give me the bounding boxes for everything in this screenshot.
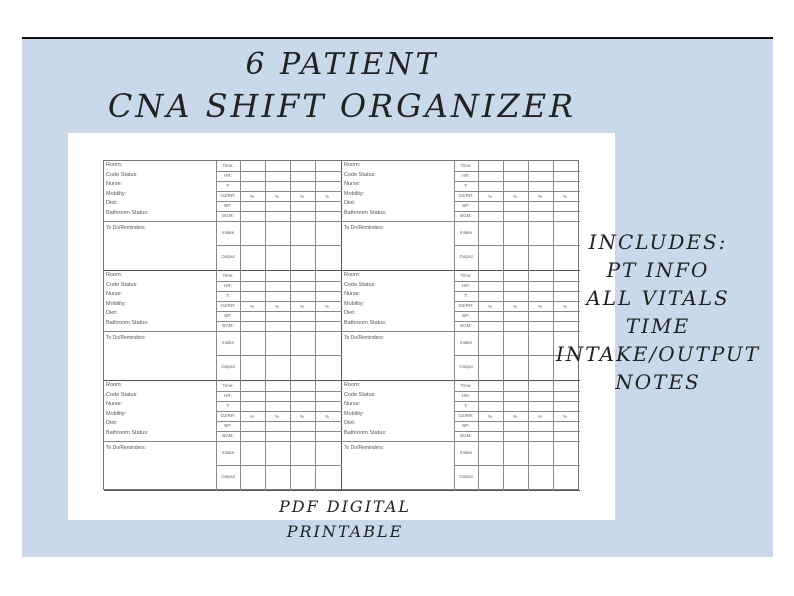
organizer-grid	[103, 160, 579, 490]
table-line	[104, 221, 216, 222]
todo-label: To Do/Reminders:	[344, 335, 385, 341]
todo-label: To Do/Reminders:	[344, 445, 385, 451]
percent-mark: %	[299, 414, 304, 419]
patient-block	[342, 381, 580, 491]
percent-mark: %	[512, 304, 517, 309]
table-line	[454, 191, 580, 192]
title-line-1: 6 PATIENT	[245, 47, 439, 82]
patient-field-label: Code Status:	[344, 391, 376, 398]
table-line	[216, 281, 342, 282]
todo-label: To Do/Reminders:	[106, 335, 147, 341]
vital-label: Time:	[460, 273, 472, 278]
vital-label: HR:	[224, 393, 232, 398]
vital-label: HR:	[462, 393, 470, 398]
patient-field-label: Code Status:	[344, 281, 376, 288]
patient-block	[342, 271, 580, 381]
block-divider	[342, 490, 580, 491]
table-line	[216, 171, 342, 172]
vital-label: T:	[464, 183, 468, 188]
table-line	[104, 441, 216, 442]
table-line	[216, 191, 342, 192]
table-line	[104, 331, 216, 332]
vital-label: Time:	[460, 163, 472, 168]
vital-label: BGM:	[222, 213, 234, 218]
table-line	[216, 421, 342, 422]
intake-label: Intake	[221, 230, 235, 235]
patient-field-label: Room:	[344, 382, 361, 388]
percent-mark: %	[249, 414, 254, 419]
table-line	[290, 381, 291, 491]
vital-label: BP:	[462, 203, 470, 208]
table-line	[216, 181, 342, 182]
vital-label: HR:	[224, 283, 232, 288]
patient-field-label: Nurse:	[344, 401, 361, 407]
patient-field-label: Code Status:	[106, 171, 138, 178]
vital-label: T:	[226, 293, 230, 298]
vital-label: Time:	[222, 163, 234, 168]
table-line	[315, 161, 316, 271]
table-line	[478, 161, 479, 271]
patient-field-label: Diet:	[106, 420, 118, 426]
table-line	[454, 441, 580, 442]
table-line	[216, 355, 342, 356]
table-line	[265, 271, 266, 381]
table-line	[454, 431, 580, 432]
patient-field-label: Nurse:	[106, 181, 123, 187]
percent-mark: %	[487, 414, 492, 419]
output-label: Output	[459, 364, 473, 369]
vital-label: BP:	[224, 203, 232, 208]
vital-label: Time:	[222, 273, 234, 278]
patient-field-label: Nurse:	[106, 291, 123, 297]
vital-label: HR:	[462, 283, 470, 288]
vital-label: BGM:	[222, 323, 234, 328]
percent-mark: %	[537, 414, 542, 419]
percent-mark: %	[299, 304, 304, 309]
patient-field-label: Bathroom Status:	[344, 429, 387, 436]
patient-field-label: Mobility:	[106, 300, 127, 307]
patient-field-label: Diet:	[106, 310, 118, 316]
percent-mark: %	[562, 194, 567, 199]
intake-label: Intake	[221, 340, 235, 345]
table-line	[342, 441, 454, 442]
vital-label: BGM:	[460, 323, 472, 328]
vital-label: HR:	[462, 173, 470, 178]
table-line	[454, 465, 580, 466]
patient-field-label: Bathroom Status:	[106, 209, 149, 216]
table-line	[216, 331, 342, 332]
table-line	[553, 381, 554, 491]
percent-mark: %	[324, 414, 329, 419]
patient-field-label: Mobility:	[344, 410, 365, 417]
vital-label: O2/RR:	[220, 303, 236, 308]
percent-mark: %	[487, 194, 492, 199]
table-line	[265, 161, 266, 271]
vital-label: BGM:	[460, 213, 472, 218]
vital-label: O2/RR:	[458, 303, 474, 308]
patient-field-label: Diet:	[344, 310, 356, 316]
output-label: Output	[459, 474, 473, 479]
vital-label: T:	[464, 293, 468, 298]
todo-label: To Do/Reminders:	[106, 445, 147, 451]
percent-mark: %	[537, 194, 542, 199]
includes-item-notes: NOTES	[615, 370, 701, 394]
table-line	[216, 221, 342, 222]
table-line	[454, 181, 580, 182]
table-line	[216, 201, 342, 202]
patient-field-label: Mobility:	[344, 190, 365, 197]
percent-mark: %	[274, 304, 279, 309]
table-line	[342, 221, 454, 222]
table-line	[290, 271, 291, 381]
vital-label: O2/RR:	[220, 193, 236, 198]
percent-mark: %	[512, 414, 517, 419]
percent-mark: %	[324, 304, 329, 309]
percent-mark: %	[299, 194, 304, 199]
patient-field-label: Mobility:	[106, 410, 127, 417]
table-line	[528, 161, 529, 271]
table-line	[216, 401, 342, 402]
table-line	[454, 211, 580, 212]
vital-label: BP:	[462, 423, 470, 428]
percent-mark: %	[274, 194, 279, 199]
patient-field-label: Nurse:	[344, 291, 361, 297]
vital-label: O2/RR:	[458, 193, 474, 198]
table-line	[503, 381, 504, 491]
table-line	[216, 291, 342, 292]
percent-mark: %	[562, 414, 567, 419]
patient-field-label: Code Status:	[106, 281, 138, 288]
patient-field-label: Bathroom Status:	[344, 209, 387, 216]
table-line	[240, 161, 241, 271]
vital-label: T:	[464, 403, 468, 408]
vital-label: HR:	[224, 173, 232, 178]
intake-label: Intake	[459, 450, 473, 455]
percent-mark: %	[487, 304, 492, 309]
patient-field-label: Room:	[344, 272, 361, 278]
patient-field-label: Bathroom Status:	[106, 429, 149, 436]
table-line	[454, 421, 580, 422]
percent-mark: %	[537, 304, 542, 309]
patient-block	[342, 161, 580, 271]
vital-label: T:	[226, 403, 230, 408]
patient-field-label: Room:	[344, 162, 361, 168]
vital-label: BGM:	[460, 433, 472, 438]
table-line	[216, 441, 342, 442]
includes-heading: INCLUDES:	[588, 230, 728, 254]
table-line	[216, 431, 342, 432]
intake-label: Intake	[459, 230, 473, 235]
table-line	[478, 381, 479, 491]
table-line	[315, 271, 316, 381]
output-label: Output	[221, 254, 235, 259]
table-line	[265, 381, 266, 491]
title-line-2: CNA SHIFT ORGANIZER	[107, 87, 577, 125]
patient-block	[104, 381, 342, 491]
includes-item-intake-output: INTAKE/OUTPUT	[555, 342, 761, 366]
includes-item-time: TIME	[625, 314, 691, 338]
percent-mark: %	[274, 414, 279, 419]
table-line	[216, 465, 342, 466]
vital-label: Time:	[460, 383, 472, 388]
vital-label: BP:	[224, 313, 232, 318]
table-line	[216, 245, 342, 246]
table-line	[240, 271, 241, 381]
patient-field-label: Diet:	[344, 200, 356, 206]
includes-item-pt-info: PT INFO	[606, 258, 710, 282]
patient-block	[104, 271, 342, 381]
table-line	[454, 201, 580, 202]
table-line	[454, 171, 580, 172]
table-line	[342, 331, 454, 332]
patient-field-label: Nurse:	[106, 401, 123, 407]
table-line	[216, 391, 342, 392]
percent-mark: %	[512, 194, 517, 199]
table-line	[503, 271, 504, 381]
patient-field-label: Room:	[106, 382, 123, 388]
output-label: Output	[221, 474, 235, 479]
table-line	[528, 381, 529, 491]
block-divider	[104, 490, 342, 491]
vital-label: T:	[226, 183, 230, 188]
table-line	[454, 221, 580, 222]
vital-label: BGM:	[222, 433, 234, 438]
patient-field-label: Mobility:	[344, 300, 365, 307]
table-line	[454, 401, 580, 402]
includes-list	[550, 228, 766, 396]
percent-mark: %	[249, 304, 254, 309]
includes-item-all-vitals: ALL VITALS	[586, 286, 730, 310]
vital-label: BP:	[462, 313, 470, 318]
table-line	[290, 161, 291, 271]
footer-line-1: PDF DIGITAL	[278, 497, 411, 516]
todo-label: To Do/Reminders:	[344, 225, 385, 231]
patient-field-label: Nurse:	[344, 181, 361, 187]
vital-label: BP:	[224, 423, 232, 428]
intake-label: Intake	[459, 340, 473, 345]
patient-field-label: Diet:	[106, 200, 118, 206]
vital-label: O2/RR:	[220, 413, 236, 418]
percent-mark: %	[324, 194, 329, 199]
printable-sheet-preview	[68, 133, 615, 520]
patient-field-label: Room:	[106, 272, 123, 278]
vital-label: Time:	[222, 383, 234, 388]
table-line	[216, 301, 342, 302]
footer-line-2: PRINTABLE	[286, 522, 404, 541]
table-line	[478, 271, 479, 381]
table-line	[216, 411, 342, 412]
patient-block	[104, 161, 342, 271]
table-line	[503, 161, 504, 271]
table-line	[216, 311, 342, 312]
intake-label: Intake	[221, 450, 235, 455]
patient-field-label: Code Status:	[106, 391, 138, 398]
patient-field-label: Mobility:	[106, 190, 127, 197]
patient-field-label: Diet:	[344, 420, 356, 426]
table-line	[240, 381, 241, 491]
output-label: Output	[459, 254, 473, 259]
table-line	[315, 381, 316, 491]
output-label: Output	[221, 364, 235, 369]
table-line	[528, 271, 529, 381]
percent-mark: %	[562, 304, 567, 309]
table-line	[216, 321, 342, 322]
percent-mark: %	[249, 194, 254, 199]
table-line	[454, 411, 580, 412]
patient-field-label: Room:	[106, 162, 123, 168]
todo-label: To Do/Reminders:	[106, 225, 147, 231]
patient-field-label: Bathroom Status:	[106, 319, 149, 326]
table-line	[216, 211, 342, 212]
patient-field-label: Bathroom Status:	[344, 319, 387, 326]
vital-label: O2/RR:	[458, 413, 474, 418]
patient-field-label: Code Status:	[344, 171, 376, 178]
